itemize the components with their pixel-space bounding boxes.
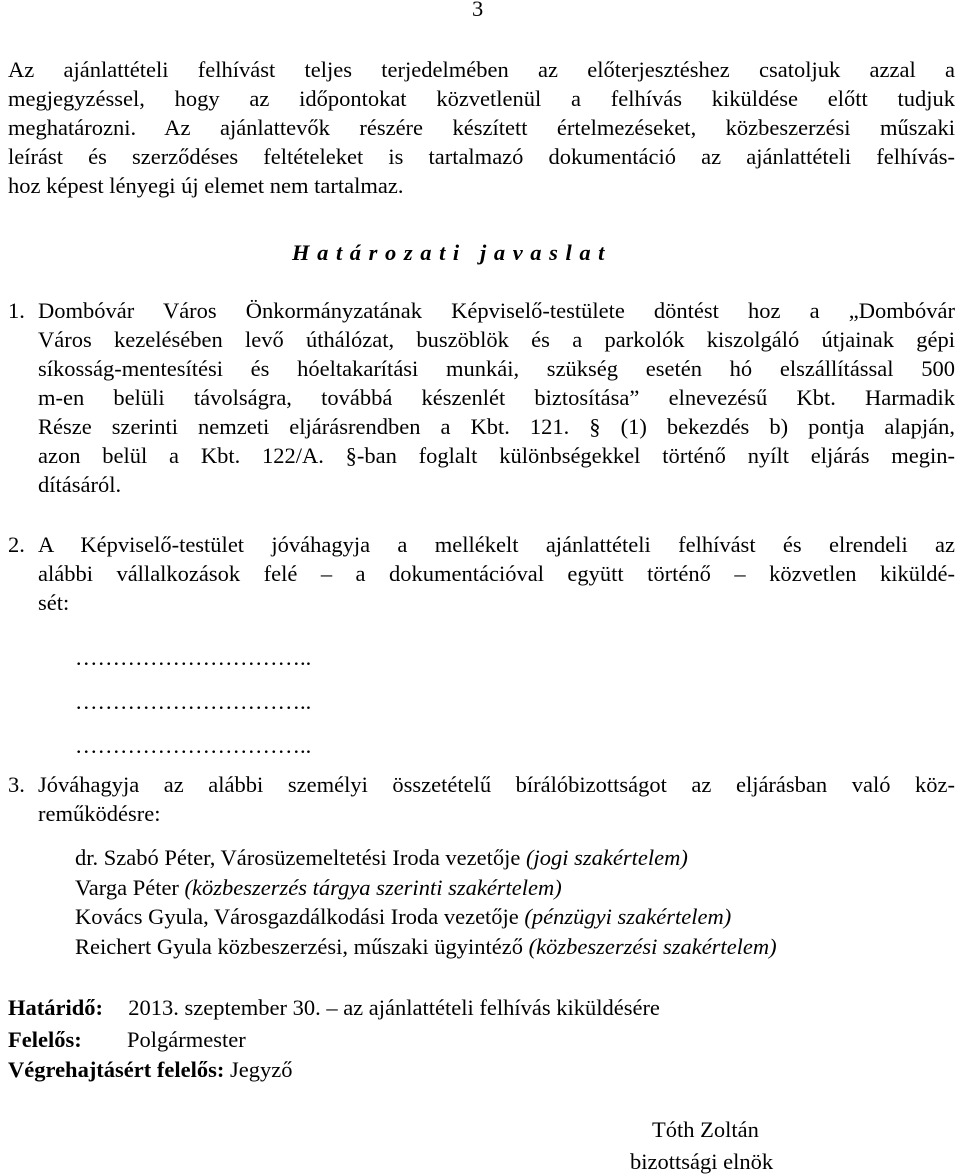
member-name: dr. Szabó Péter, Városüzemeltetési Iroda vezetője <box>75 845 527 870</box>
signature-name: Tóth Zoltán <box>652 1117 759 1142</box>
section-heading: Határozati javaslat <box>292 240 613 265</box>
intro-line: meghatározni. Az ajánlattevők részére készített értelmezéseket, közbeszerzési műszaki <box>8 115 955 140</box>
member-name: Reichert Gyula közbeszerzési, műszaki ügyintéző <box>75 933 529 959</box>
executor-value: Jegyző <box>230 1057 293 1082</box>
item-line: m-en belüli távolságra, továbbá készenlét biztosítása” elnevezésű Kbt. Harmadik <box>38 385 955 410</box>
member-role: (jogi szakértelem) <box>526 845 688 870</box>
item-line: Része szerinti nemzeti eljárásrendben a Kbt. 121. § (1) bekezdés b) pontja alapján, <box>38 414 955 439</box>
item-line: azon belül a Kbt. 122/A. §-ban foglalt különbségekkel történő nyílt eljárás megin- <box>38 443 955 468</box>
intro-line: leírást és szerződéses feltételeket is tartalmazó dokumentáció az ajánlattételi felhívás- <box>8 144 955 169</box>
member-line <box>75 902 777 932</box>
signature-title: bizottsági elnök <box>630 1149 774 1174</box>
blank-line: ………………………….. <box>75 689 312 714</box>
item-number: 3. <box>8 772 25 797</box>
responsible-label: Felelős: <box>8 1027 82 1052</box>
item-line: Város kezelésében levő úthálózat, buszöblök és a parkolók kiszolgáló útjainak gépi <box>38 327 955 352</box>
intro-paragraph <box>8 55 955 200</box>
item-text <box>38 530 955 617</box>
deadline-value: 2013. szeptember 30. – az ajánlattételi felhívás kiküldésére <box>128 995 660 1020</box>
member-role: (pénzügyi szakértelem) <box>524 904 732 929</box>
executor-line <box>8 1055 292 1084</box>
committee-members <box>75 843 777 961</box>
member-role: (közbeszerzés tárgya szerinti szakértelem) <box>184 874 562 900</box>
item-line: dításáról. <box>38 472 122 497</box>
item-number: 1. <box>8 298 25 323</box>
page-number: 3 <box>472 0 484 21</box>
item-number: 2. <box>8 532 25 557</box>
responsible-line <box>8 1025 246 1054</box>
member-name: Kovács Gyula, Városgazdálkodási Iroda vezetője <box>75 904 525 929</box>
intro-line: megjegyzéssel, hogy az időpontokat közvetlenül a felhívás kiküldése előtt tudjuk <box>8 86 955 111</box>
executor-label: Végrehajtásért felelős: <box>8 1057 225 1082</box>
responsible-value: Polgármester <box>126 1027 246 1052</box>
item-text <box>38 296 955 499</box>
item-line: alábbi vállalkozások felé – a dokumentációval együtt történő – közvetlen kiküldé- <box>38 561 955 586</box>
intro-line: Az ajánlattételi felhívást teljes terjedelmében az előterjesztéshez csatoljuk azzal a <box>8 57 955 82</box>
deadline-line <box>8 993 660 1022</box>
item-line: A Képviselő-testület jóváhagyja a mellékelt ajánlattételi felhívást és elrendeli az <box>38 532 955 557</box>
item-line: sét: <box>38 590 70 615</box>
item-text <box>38 770 955 828</box>
deadline-label: Határidő: <box>8 995 103 1020</box>
member-role: (közbeszerzési szakértelem) <box>528 933 777 959</box>
member-line <box>75 843 777 873</box>
item-line: reműködésre: <box>38 801 161 826</box>
member-line <box>75 873 777 903</box>
item-line: síkosság-mentesítési és hóeltakarítási munkái, szükség esetén hó elszállítással 500 <box>38 356 955 381</box>
member-line <box>75 932 777 962</box>
intro-line: hoz képest lényegi új elemet nem tartalmaz. <box>8 173 404 198</box>
item-line: Jóváhagyja az alábbi személyi összetételű bírálóbizottságot az eljárásban való köz- <box>38 772 955 797</box>
member-name: Varga Péter <box>75 874 185 900</box>
blank-line: ………………………….. <box>75 733 312 758</box>
blank-line: ………………………….. <box>75 645 312 670</box>
item-line: Dombóvár Város Önkormányzatának Képviselő-testülete döntést hoz a „Dombóvár <box>38 298 955 323</box>
